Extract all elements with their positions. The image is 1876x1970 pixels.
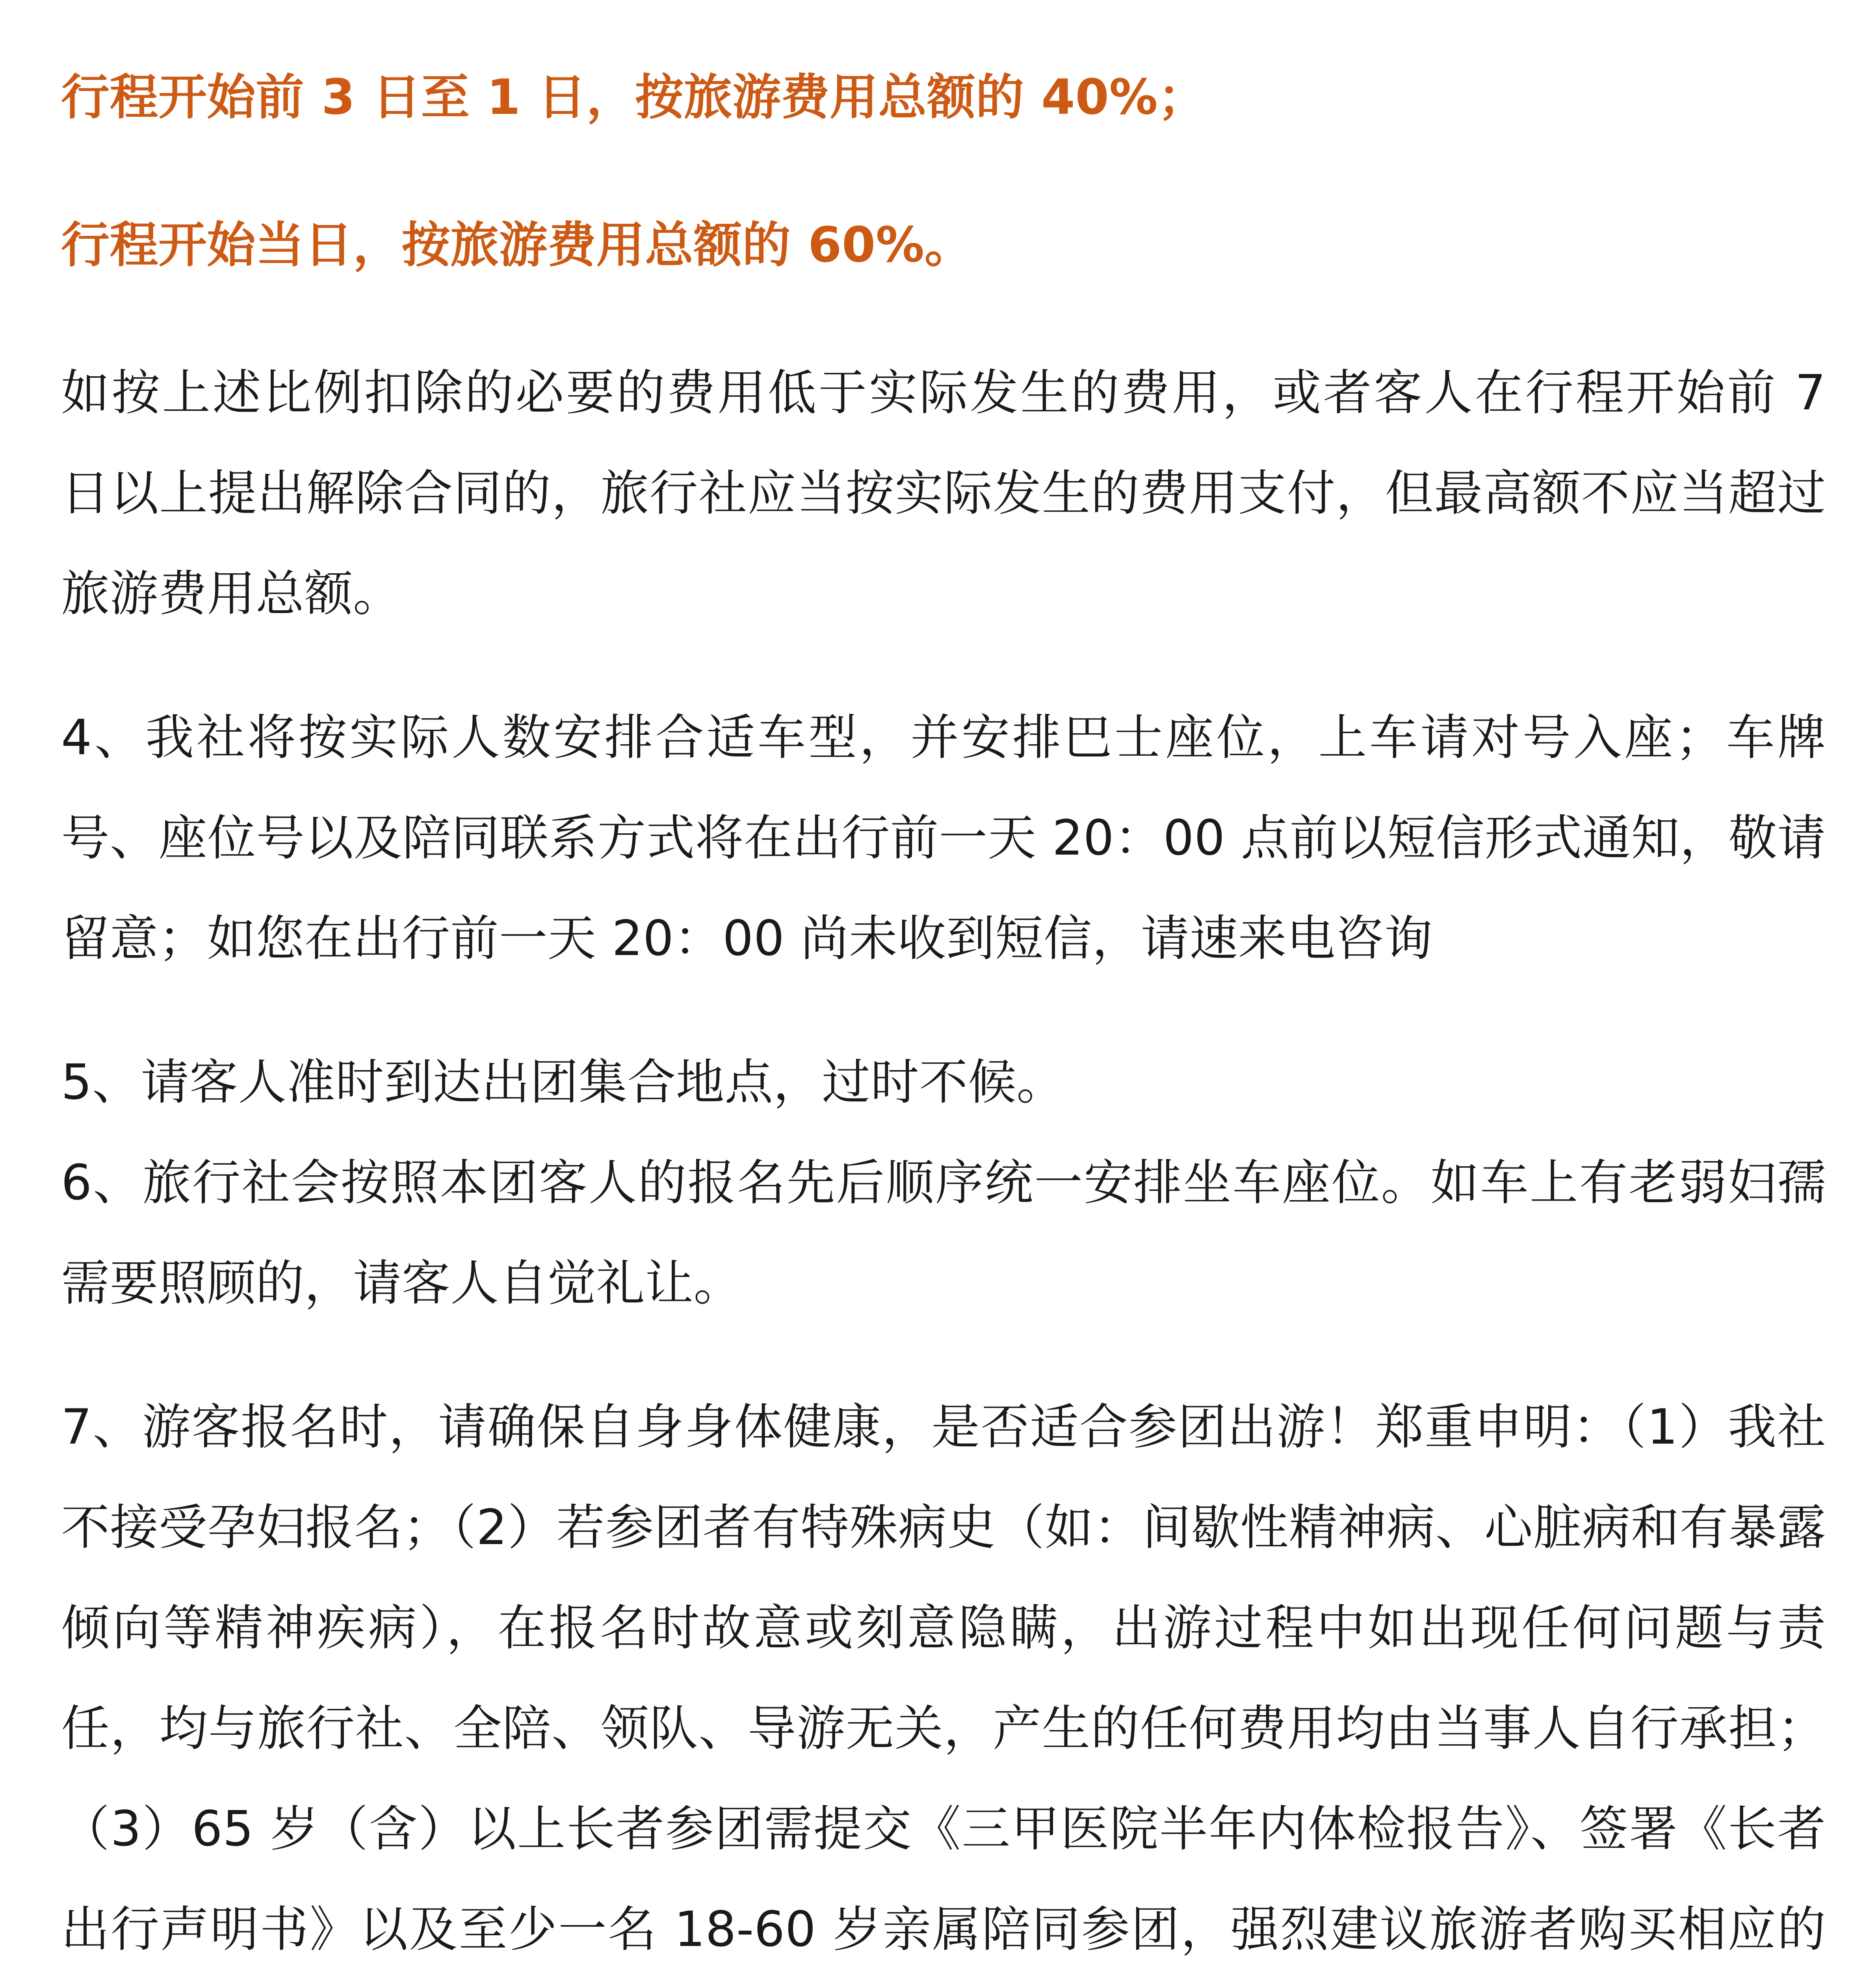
notice-item-5-punctuality: 5、请客人准时到达出团集合地点，过时不候。 xyxy=(61,1054,1065,1111)
notice-item-7-health: 7、游客报名时，请确保自身身体健康，是否适合参团出游！郑重申明：（1）我社不接受孕妇报名；（2）若参团者有特殊病史（如：间歇性精神病、心脏病和有暴露倾向等精神疾病），在报名时故意或刻意隐瞒，出游过程中如出现任何问题与责任，均与旅行社、全陪、领队、导游无关，产生的任何费用均由当事人自行承担；（3）65 岁（含）以上长者参团需提交《三甲医院半年内体检报告》、签署《长者出行声明书》以及至少一名 18-60 岁亲属陪同参团，强烈建议旅游者购买相应的 xyxy=(61,1399,1826,1958)
cancellation-cost-note: 如按上述比例扣除的必要的费用低于实际发生的费用，或者客人在行程开始前 7 日以上提出解除合同的，旅行社应当按实际发生的费用支付，但最高额不应当超过旅游费用总额。 xyxy=(61,365,1826,622)
notice-item-4-seating: 4、我社将按实际人数安排合适车型，并安排巴士座位，上车请对号入座；车牌号、座位号以及陪同联系方式将在出行前一天 20：00 点前以短信形式通知，敬请留意；如您在出行前一天 20：00 尚未收到短信，请速来电咨询 xyxy=(61,710,1826,967)
cancellation-rule-3-to-1-days: 行程开始前 3 日至 1 日，按旅游费用总额的 40%； xyxy=(61,69,1207,126)
cancellation-rule-same-day: 行程开始当日，按旅游费用总额的 60%。 xyxy=(61,217,973,273)
document-page xyxy=(61,47,1826,1970)
notice-item-6-seat-order: 6、旅行社会按照本团客人的报名先后顺序统一安排坐车座位。如车上有老弱妇孺需要照顾的，请客人自觉礼让。 xyxy=(61,1155,1826,1312)
